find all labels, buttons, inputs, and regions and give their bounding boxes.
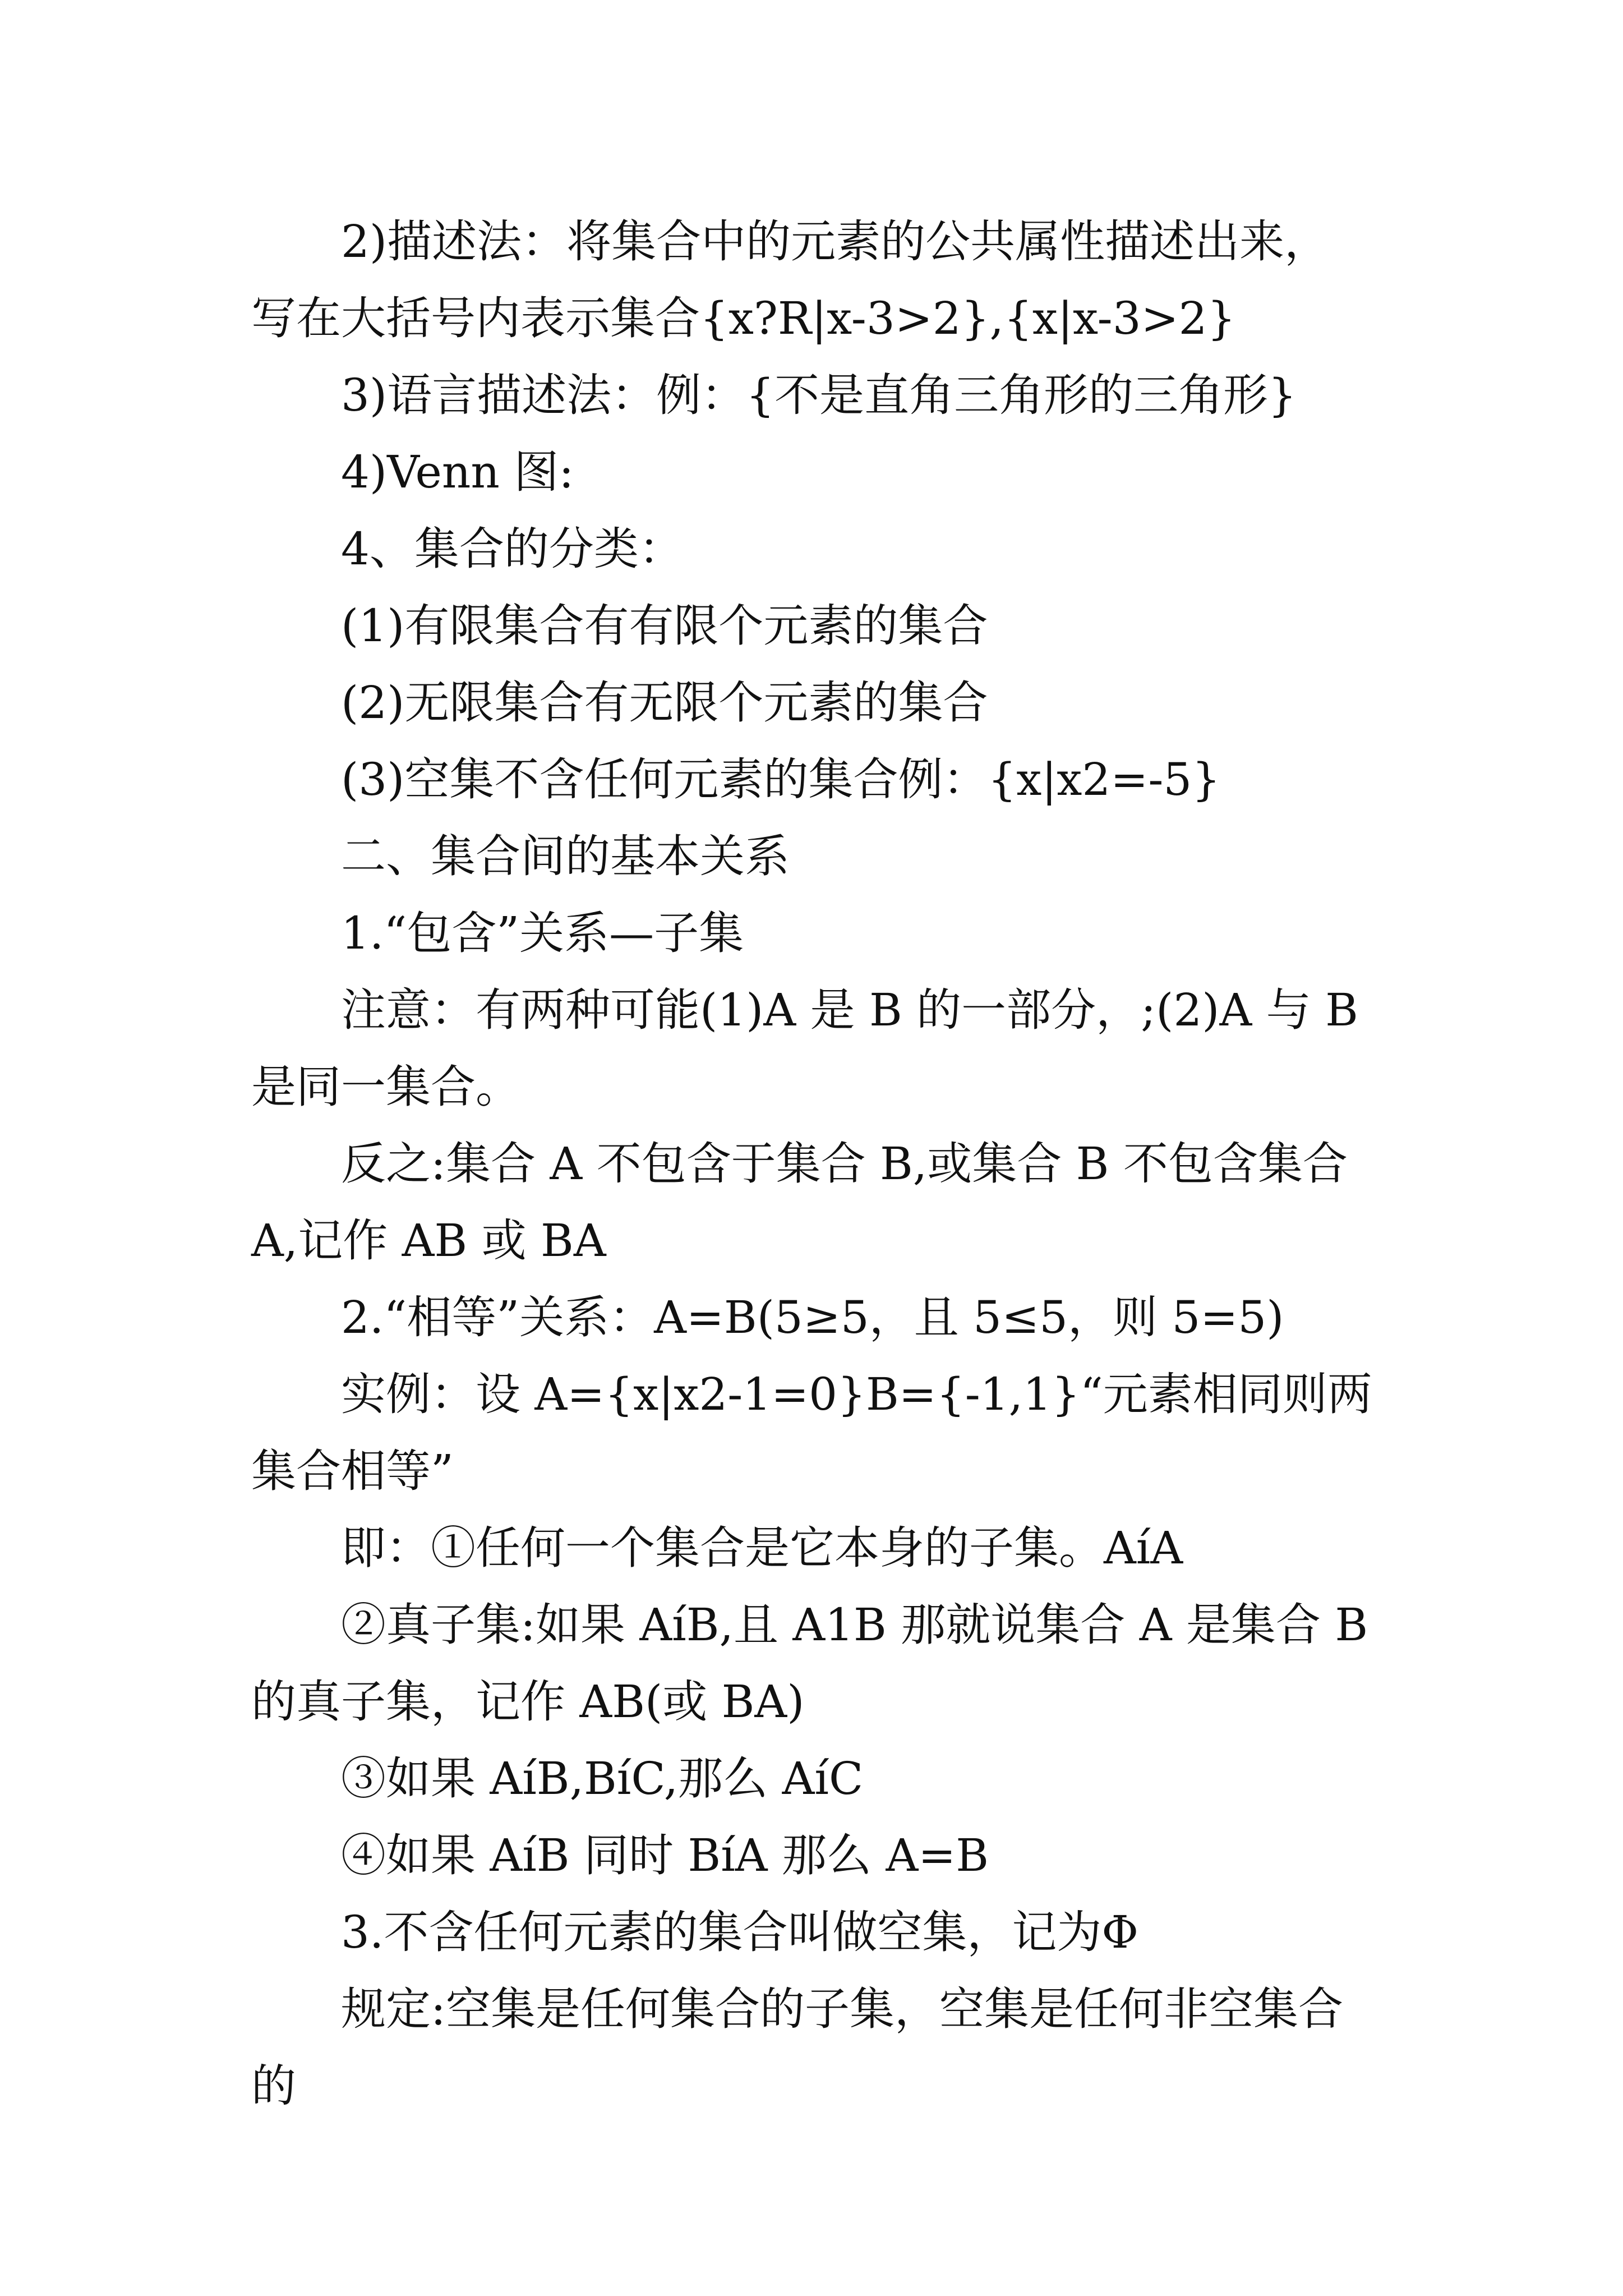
paragraph-set-classification: 4、集合的分类： — [341, 523, 684, 575]
section-heading-basic-relations: 二、集合间的基本关系 — [341, 830, 790, 882]
paragraph-equality: 2.“相等”关系：A=B(5≥5，且 5≤5，则 5=5) — [341, 1291, 1284, 1343]
paragraph-empty-set-rule: 规定:空集是任何集合的子集，空集是任何非空集合的 — [251, 1983, 1343, 2112]
paragraph-example: 实例：设 A={x|x2-1=0}B={-1,1}“元素相同则两集合相等” — [251, 1368, 1372, 1497]
paragraph-empty-set-definition: 3.不含任何元素的集合叫做空集，记为Φ — [341, 1906, 1138, 1958]
paragraph-mutual-subset: ④如果 AíB 同时 BíA 那么 A=B — [341, 1829, 989, 1881]
paragraph-converse: 反之:集合 A 不包含于集合 B,或集合 B 不包含集合 A,记作 AB 或 BA — [251, 1138, 1348, 1267]
paragraph-subset: 1.“包含”关系—子集 — [341, 907, 744, 959]
paragraph-language-description: 3)语言描述法：例：{不是直角三角形的三角形} — [341, 369, 1297, 421]
paragraph-proper-subset: ②真子集:如果 AíB,且 A1B 那就说集合 A 是集合 B 的真子集，记作 AB(或 BA) — [251, 1599, 1368, 1728]
paragraph-note: 注意：有两种可能(1)A 是 B 的一部分，;(2)A 与 B 是同一集合。 — [251, 984, 1358, 1113]
paragraph-empty-set: (3)空集不含任何元素的集合例：{x|x2=-5} — [341, 753, 1221, 806]
paragraph-infinite-set: (2)无限集合有无限个元素的集合 — [341, 677, 988, 729]
paragraph-transitivity: ③如果 AíB,BíC,那么 AíC — [341, 1752, 864, 1805]
paragraph-description-method: 2)描述法：将集合中的元素的公共属性描述出来，写在大括号内表示集合{x?R|x-3>2},{x|x-3>2} — [251, 215, 1330, 344]
paragraph-self-subset: 即：①任何一个集合是它本身的子集。AíA — [341, 1522, 1183, 1574]
paragraph-venn: 4)Venn 图: — [341, 446, 574, 498]
paragraph-finite-set: (1)有限集合有有限个元素的集合 — [341, 600, 988, 652]
document-body — [251, 203, 1373, 2124]
